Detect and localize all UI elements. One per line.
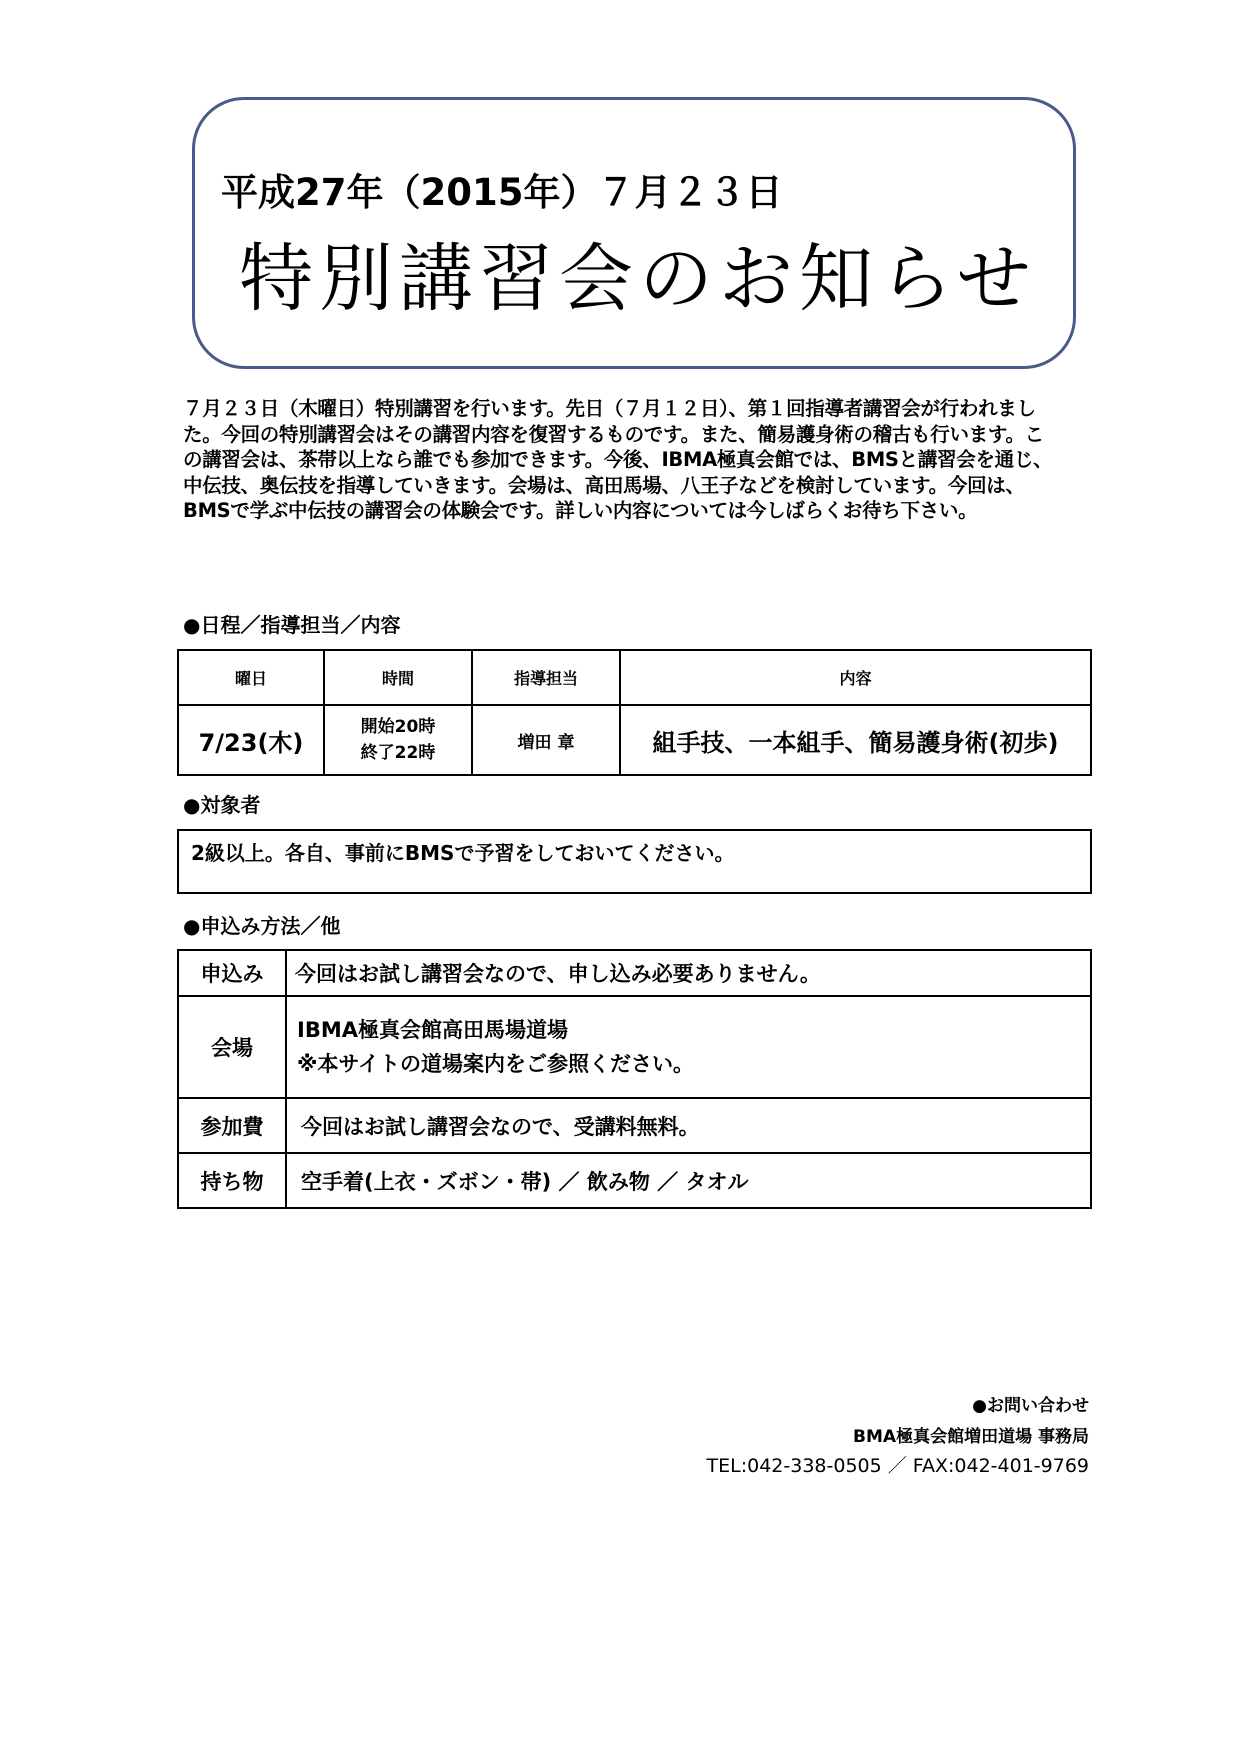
schedule-header-row [178, 650, 1091, 705]
page-title: 特別講習会のお知らせ [239, 236, 1037, 322]
time-end: 終了22時 [360, 743, 436, 763]
application-row [178, 950, 1091, 996]
label-fee: 参加費 [178, 1098, 286, 1153]
contact-phone-fax: TEL:042-338-0505 ／ FAX:042-401-9769 [706, 1455, 1089, 1477]
schedule-content: 組手技、一本組手、簡易護身術(初歩) [620, 705, 1091, 775]
application-heading: ●申込み方法／他 [183, 914, 341, 938]
label-venue: 会場 [178, 996, 286, 1098]
application-table [177, 949, 1092, 1209]
intro-paragraph: ７月２３日（木曜日）特別講習を行います。先日（７月１２日）、第１回指導者講習会が行われました。今回の特別講習会はその講習内容を復習するものです。また、簡易護身術の稽古も行います。この講習会は、茶帯以上なら誰でも参加できます。今後、IBMA極真会館では、BMSと講習会を通じ、中伝技、奥伝技を指導していきます。会場は、高田馬場、八王子などを検討しています。今回は、BMSで学ぶ中伝技の講習会の体験会です。詳しい内容については今しばらくお待ち下さい。 [183, 397, 1053, 522]
col-header-content: 内容 [620, 650, 1091, 705]
schedule-time [324, 705, 472, 775]
items-row [178, 1153, 1091, 1208]
contact-heading: ●お問い合わせ [972, 1396, 1089, 1416]
value-venue [286, 996, 1091, 1098]
venue-name: IBMA極真会館高田馬場道場 [297, 1018, 568, 1042]
value-fee: 今回はお試し講習会なので、受講料無料。 [286, 1098, 1091, 1153]
schedule-heading: ●日程／指導担当／内容 [183, 613, 401, 637]
schedule-table [177, 649, 1092, 776]
value-items: 空手着(上衣・ズボン・帯) ／ 飲み物 ／ タオル [286, 1153, 1091, 1208]
schedule-row [178, 705, 1091, 775]
venue-note: ※本サイトの道場案内をご参照ください。 [297, 1052, 694, 1076]
label-items: 持ち物 [178, 1153, 286, 1208]
announcement-date: 平成27年（2015年）７月２３日 [221, 171, 783, 214]
schedule-day: 7/23(木) [178, 705, 324, 775]
target-heading: ●対象者 [183, 793, 261, 817]
title-box [192, 97, 1076, 369]
value-apply: 今回はお試し講習会なので、申し込み必要ありません。 [286, 950, 1091, 996]
col-header-time: 時間 [324, 650, 472, 705]
col-header-instructor: 指導担当 [472, 650, 620, 705]
target-box [177, 829, 1092, 894]
target-text: 2級以上。各自、事前にBMSで予習をしておいてください。 [191, 841, 735, 865]
label-apply: 申込み [178, 950, 286, 996]
col-header-day: 曜日 [178, 650, 324, 705]
fee-row [178, 1098, 1091, 1153]
schedule-instructor: 増田 章 [472, 705, 620, 775]
time-start: 開始20時 [360, 717, 436, 737]
contact-org: BMA極真会館増田道場 事務局 [853, 1427, 1089, 1447]
venue-row [178, 996, 1091, 1098]
